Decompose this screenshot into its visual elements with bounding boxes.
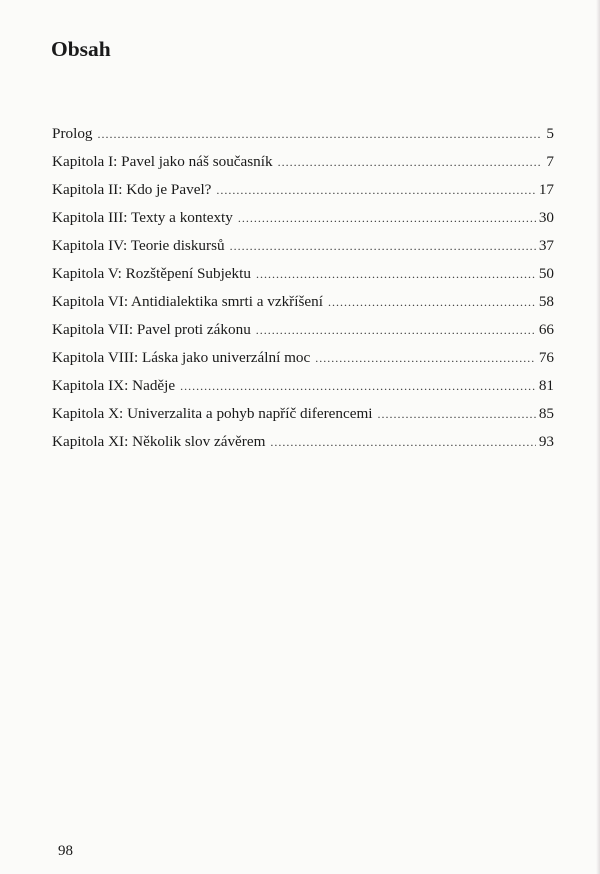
toc-entry-page: 30	[538, 209, 554, 226]
toc-entry-title: Kapitola I: Pavel jako náš současník	[52, 153, 273, 170]
page-number: 98	[58, 843, 73, 859]
toc-entry-chapter-3	[52, 204, 554, 232]
toc-entry-chapter-8	[52, 344, 554, 372]
page-title: Obsah	[51, 37, 111, 61]
toc-entry-page: 7	[546, 153, 554, 170]
toc-entry-chapter-11	[52, 428, 554, 456]
toc-entry-chapter-9	[52, 372, 554, 400]
toc-entry-title: Kapitola XI: Několik slov závěrem	[52, 433, 266, 450]
toc-entry-page: 66	[538, 321, 554, 338]
toc-entry-page: 37	[538, 237, 554, 254]
toc-entry-title: Kapitola VI: Antidialektika smrti a vzkříšení	[52, 293, 323, 310]
page-edge-shadow	[596, 0, 600, 874]
toc-entry-title: Kapitola IX: Naděje	[52, 377, 176, 394]
toc-dot-leader	[270, 428, 535, 456]
toc-dot-leader	[256, 316, 536, 344]
toc-entry-title: Prolog	[52, 125, 93, 142]
toc-entry-chapter-2	[52, 176, 554, 204]
toc-entry-title: Kapitola III: Texty a kontexty	[52, 209, 233, 226]
toc-entry-title: Kapitola IV: Teorie diskursů	[52, 237, 225, 254]
toc-dot-leader	[328, 288, 536, 316]
toc-entry-prolog	[52, 120, 554, 148]
toc-entry-page: 85	[538, 405, 554, 422]
toc-entry-title: Kapitola II: Kdo je Pavel?	[52, 181, 212, 198]
toc-entry-page: 81	[538, 377, 554, 394]
toc-entry-chapter-4	[52, 232, 554, 260]
toc-entry-title: Kapitola V: Rozštěpení Subjektu	[52, 265, 251, 282]
toc-entry-title: Kapitola VII: Pavel proti zákonu	[52, 321, 251, 338]
toc-entry-title: Kapitola X: Univerzalita a pohyb napříč diferencemi	[52, 405, 373, 422]
toc-entry-chapter-7	[52, 316, 554, 344]
toc-dot-leader	[180, 372, 536, 400]
table-of-contents	[52, 120, 554, 456]
toc-dot-leader	[230, 232, 536, 260]
toc-dot-leader	[278, 148, 541, 176]
toc-entry-title: Kapitola VIII: Láska jako univerzální moc	[52, 349, 311, 366]
toc-entry-page: 58	[538, 293, 554, 310]
toc-entry-chapter-6	[52, 288, 554, 316]
toc-dot-leader	[378, 400, 536, 428]
toc-entry-page: 50	[538, 265, 554, 282]
toc-entry-page: 17	[538, 181, 554, 198]
toc-dot-leader	[238, 204, 536, 232]
toc-entry-chapter-1	[52, 148, 554, 176]
toc-dot-leader	[98, 120, 541, 148]
toc-dot-leader	[315, 344, 536, 372]
toc-entry-page: 5	[546, 125, 554, 142]
toc-entry-page: 76	[538, 349, 554, 366]
toc-entry-chapter-5	[52, 260, 554, 288]
toc-dot-leader	[216, 176, 535, 204]
toc-entry-chapter-10	[52, 400, 554, 428]
toc-entry-page: 93	[538, 433, 554, 450]
toc-dot-leader	[256, 260, 536, 288]
